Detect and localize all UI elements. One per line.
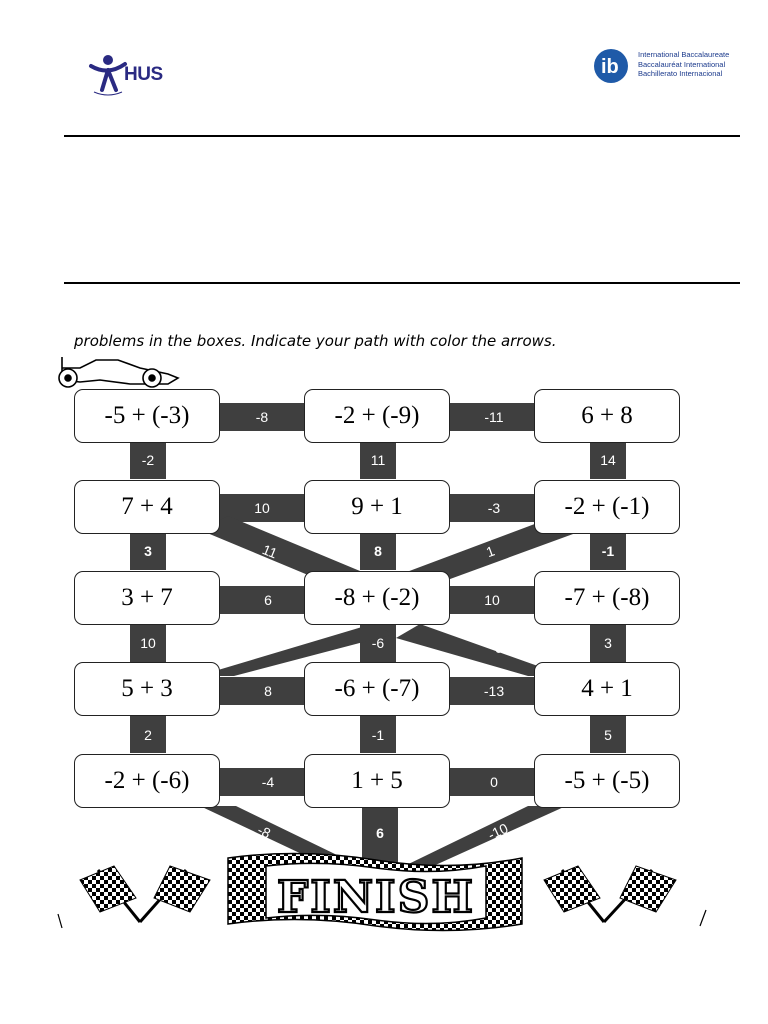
ib-line-es: Bachillerato Internacional — [638, 69, 723, 78]
ib-line-en: International Baccalaureate — [638, 50, 730, 59]
label-v-1-c: 14 — [600, 452, 616, 468]
svg-text:ib: ib — [601, 56, 619, 78]
label-v-2-c: -1 — [601, 543, 615, 559]
label-v-4-c: 5 — [604, 727, 612, 743]
problem-box-r3-c1[interactable]: 3 + 7 — [74, 571, 220, 625]
label-v-1-a: -2 — [141, 452, 155, 468]
finish-banner — [228, 853, 522, 930]
road-h-r3-a — [218, 586, 306, 614]
label-v-3-b: -6 — [371, 635, 385, 651]
ib-line-fr: Baccalauréat International — [638, 59, 726, 69]
label-h-4-b: -13 — [483, 683, 505, 699]
label-h-5-b: 0 — [490, 774, 498, 790]
frame-corner-left — [58, 914, 62, 928]
problem-box-r5-c3[interactable]: -5 + (-5) — [534, 754, 680, 808]
checkered-flags-left-icon — [80, 866, 210, 922]
problem-box-r1-c1[interactable]: -5 + (-3) — [74, 389, 220, 443]
label-d-r2-left: 11 — [260, 541, 280, 562]
label-h-2-a: 10 — [254, 500, 270, 516]
label-v-2-b: 8 — [374, 543, 382, 559]
label-d-r3-left: -10 — [256, 636, 281, 658]
instruction-text: problems in the boxes. Indicate your path with color the arrows. — [74, 332, 557, 350]
hus-logo-text: HUS — [124, 64, 163, 85]
label-h-2-b: -3 — [487, 500, 501, 516]
checkered-flags-right-icon — [544, 866, 676, 922]
label-h-5-a: -4 — [261, 774, 275, 790]
label-h-3-b: 10 — [484, 592, 500, 608]
race-car-icon — [59, 357, 178, 387]
problem-box-r3-c2[interactable]: -8 + (-2) — [304, 571, 450, 625]
label-d-r3-right: -9 — [489, 637, 506, 657]
road-finish-right — [392, 806, 566, 872]
label-finish-center: 6 — [376, 825, 384, 841]
problem-box-r1-c2[interactable]: -2 + (-9) — [304, 389, 450, 443]
problem-box-r3-c3[interactable]: -7 + (-8) — [534, 571, 680, 625]
problem-box-r4-c2[interactable]: -6 + (-7) — [304, 662, 450, 716]
problem-box-r2-c3[interactable]: -2 + (-1) — [534, 480, 680, 534]
finish-text: FINISH — [277, 872, 475, 923]
label-v-3-a: 10 — [140, 635, 156, 651]
problem-box-r2-c1[interactable]: 7 + 4 — [74, 480, 220, 534]
label-v-1-b: 11 — [370, 452, 386, 468]
label-v-3-c: 3 — [604, 635, 612, 651]
road-h-r4-a — [218, 677, 306, 705]
frame-corner-right — [700, 910, 706, 926]
label-h-3-a: 6 — [264, 592, 272, 608]
label-h-1-b: -11 — [484, 409, 504, 425]
problem-box-r5-c2[interactable]: 1 + 5 — [304, 754, 450, 808]
problem-box-r5-c1[interactable]: -2 + (-6) — [74, 754, 220, 808]
label-v-4-a: 2 — [144, 727, 152, 743]
label-v-4-b: -1 — [371, 727, 385, 743]
label-h-4-a: 8 — [264, 683, 272, 699]
problem-box-r4-c1[interactable]: 5 + 3 — [74, 662, 220, 716]
label-h-1-a: -8 — [255, 409, 269, 425]
problem-box-r2-c2[interactable]: 9 + 1 — [304, 480, 450, 534]
label-v-2-a: 3 — [144, 543, 152, 559]
problem-box-r4-c3[interactable]: 4 + 1 — [534, 662, 680, 716]
label-d-r2-right: 1 — [483, 542, 497, 561]
label-finish-right: -10 — [485, 819, 511, 843]
label-finish-left: -8 — [255, 821, 274, 842]
problem-box-r1-c3[interactable]: 6 + 8 — [534, 389, 680, 443]
